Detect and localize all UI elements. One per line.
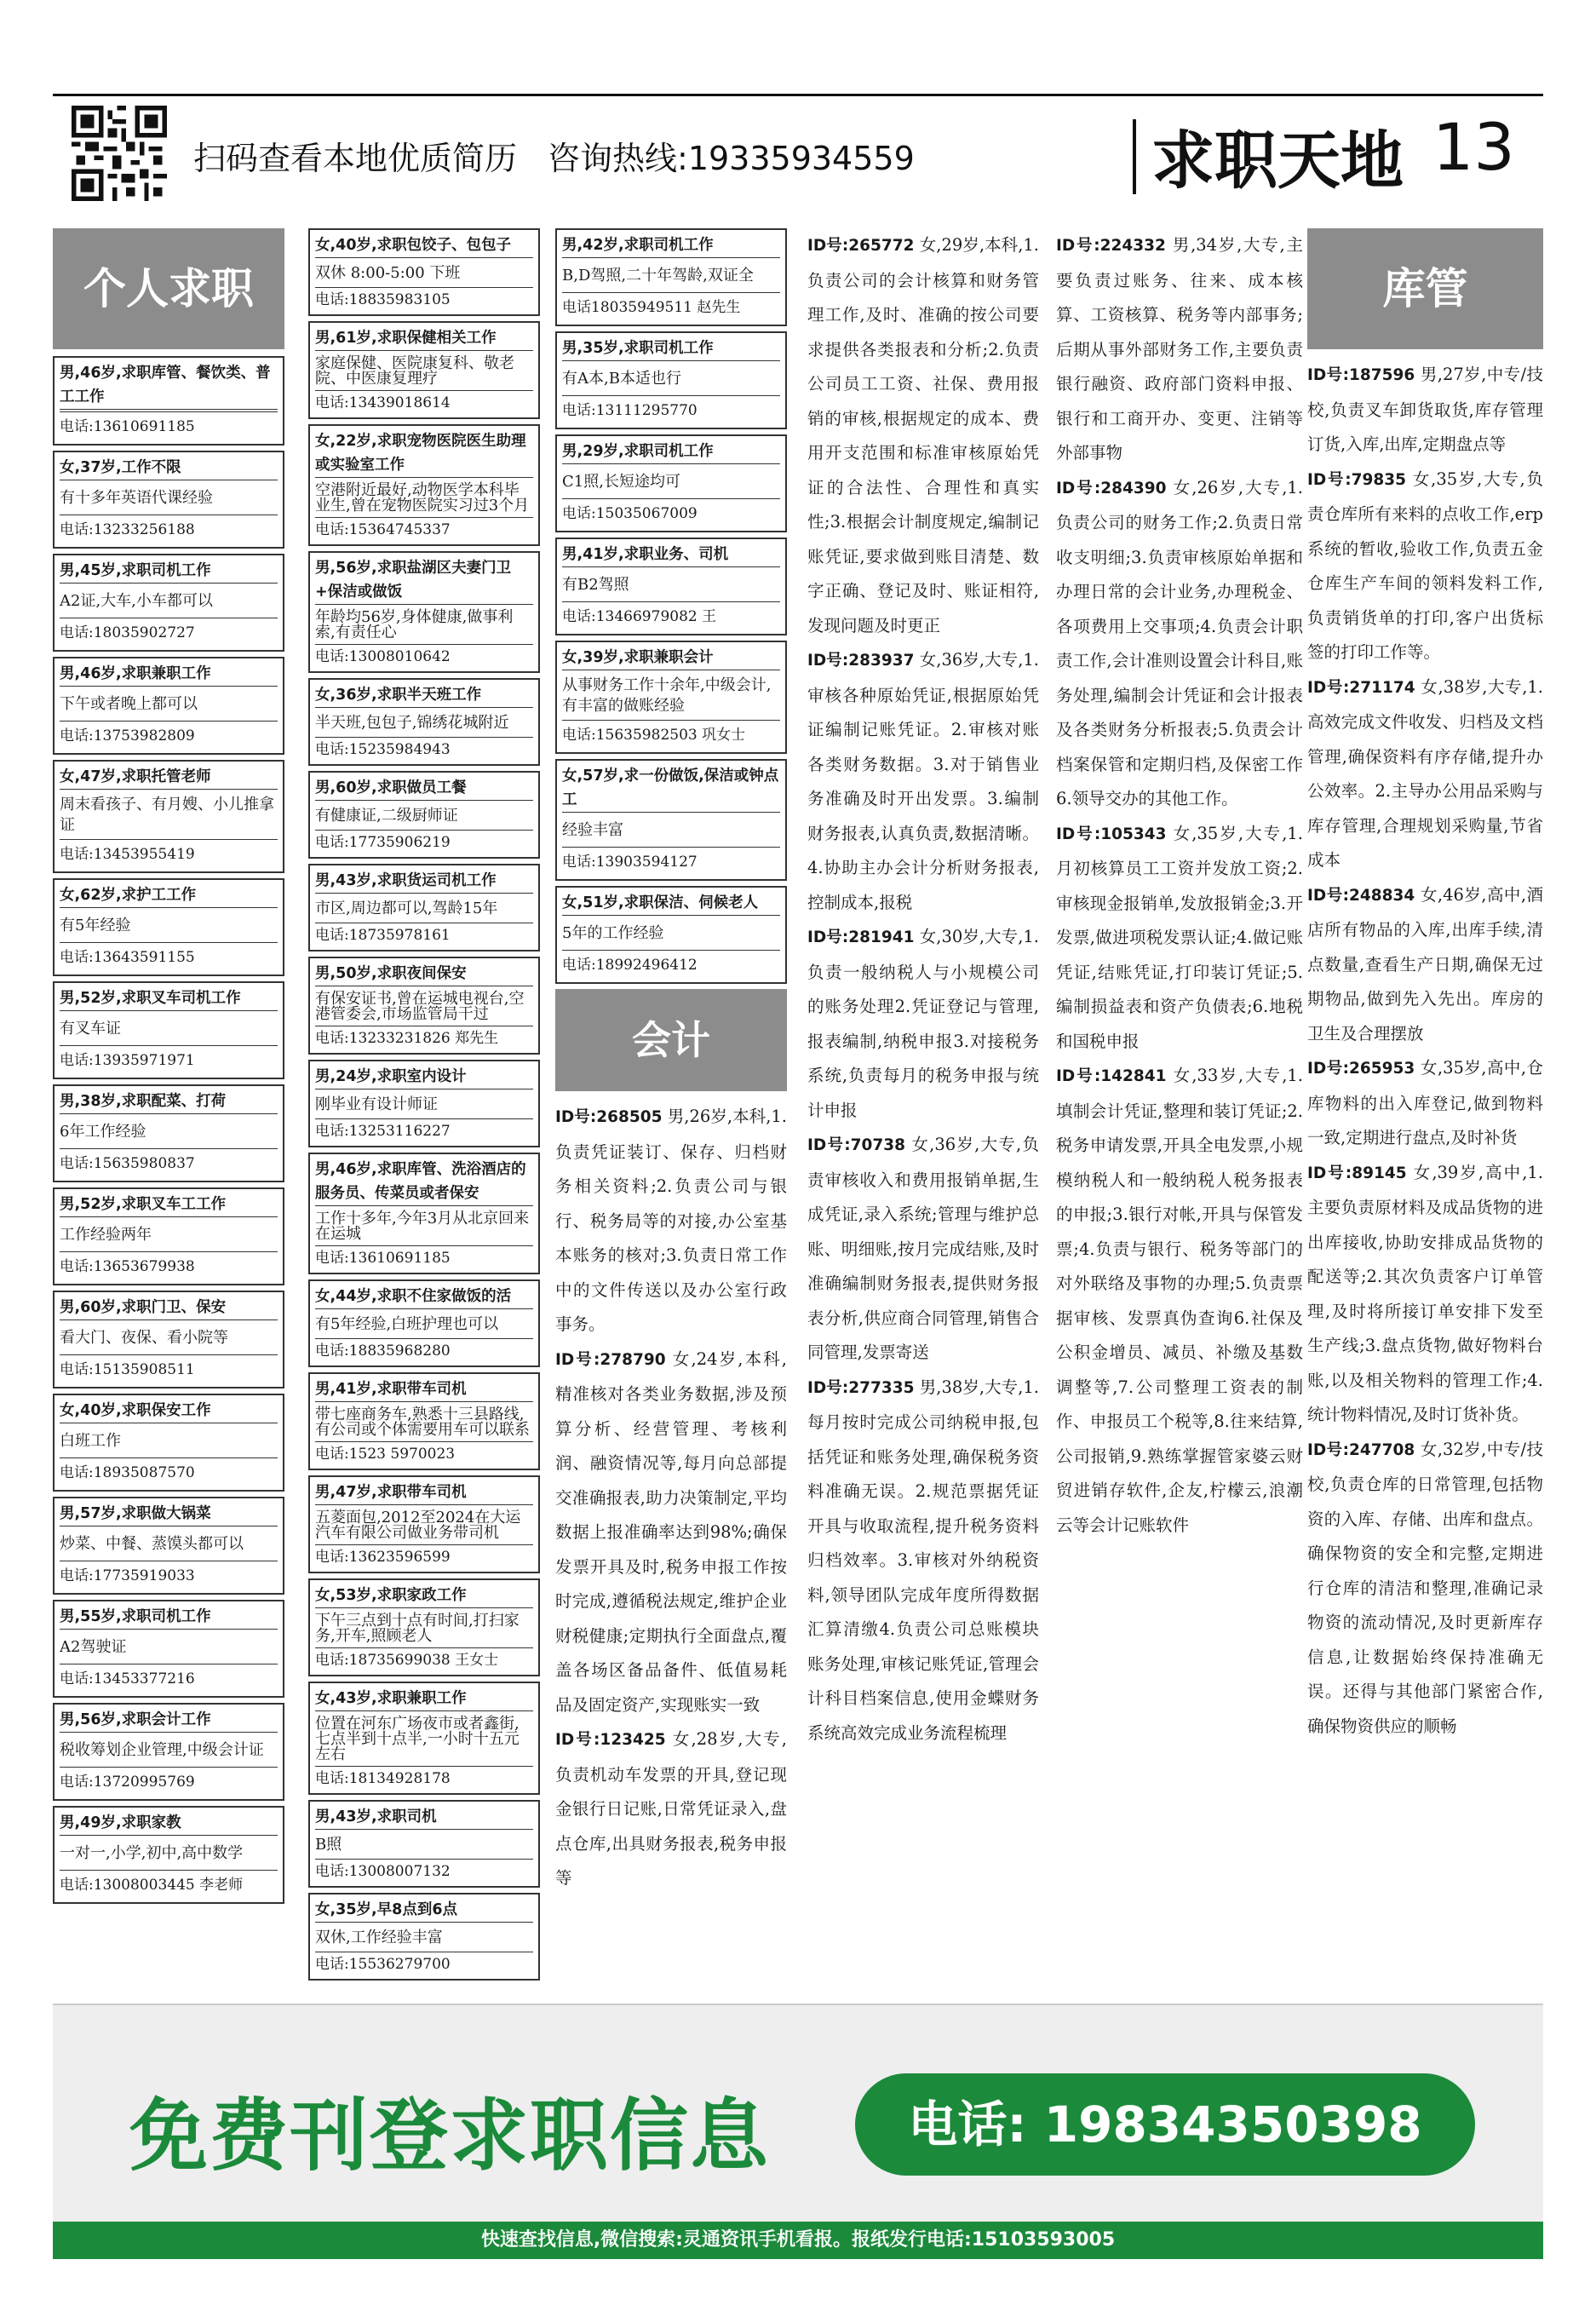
card-phone: 电话:15235984943 [315, 737, 533, 762]
card-body: 白班工作 [60, 1432, 121, 1450]
card-body: 有B2驾照 [562, 576, 629, 594]
card-phone: 电话:18992496412 [562, 950, 780, 980]
card-phone: 电话:18835968280 [315, 1338, 533, 1363]
card-phone: 电话:18835983105 [315, 287, 533, 312]
page-number: 13 [1432, 109, 1515, 185]
entry-id: ID号:265772 [807, 237, 915, 255]
page-header [53, 94, 1543, 217]
job-card [53, 554, 284, 652]
card-body: A2证,大车,小车都可以 [60, 592, 213, 610]
card-body: 有保安证书,曾在运城电视台,空港管委会,市场监管局干过 [315, 990, 525, 1023]
entry-list [1056, 228, 1303, 1543]
card-phone: 电话:18735978161 [315, 923, 533, 947]
card-title: 女,35岁,早8点到6点 [315, 1898, 533, 1923]
card-title: 男,52岁,求职叉车工工作 [60, 1193, 278, 1217]
column-personal-jobs [53, 228, 284, 1909]
card-title: 女,44岁,求职不住家做饭的活 [315, 1285, 533, 1309]
job-card [308, 864, 540, 952]
qr-code-icon[interactable] [72, 106, 167, 201]
column-accounting-c [1056, 228, 1303, 1543]
job-card [555, 538, 787, 635]
resume-entry [1307, 463, 1543, 670]
job-card [53, 1187, 284, 1285]
card-body: 炒菜、中餐、蒸馍头都可以 [60, 1535, 244, 1553]
entry-text: 女,32岁,中专/技校,负责仓库的日常管理,包括物资的入库、存储、出库和盘点。确保物资的安全和完整,定期进行仓库的清洁和整理,准确记录物资的流动情况,及时更新库存信息,让数据始终保持准确无误。还得与其他部门紧密合作,确保物资供应的顺畅 [1307, 1439, 1544, 1736]
card-body: 刚毕业有设计师证 [315, 1095, 438, 1113]
card-phone: 电话:13111295770 [562, 395, 780, 425]
section-header-accounting: 会计 [555, 989, 787, 1091]
card-phone: 电话:13610691185 [60, 411, 278, 441]
ad-banner [53, 2004, 1543, 2259]
resume-entry [1307, 670, 1543, 878]
column-warehouse [1307, 228, 1543, 1744]
column-accounting-a [555, 228, 787, 1896]
job-card [555, 228, 787, 326]
job-card [308, 1279, 540, 1367]
card-phone: 电话:17735919033 [60, 1561, 278, 1590]
card-body: 市区,周边都可以,驾龄15年 [315, 900, 498, 917]
card-body: 周末看孩子、有月嫂、小儿推拿证 [60, 796, 274, 834]
card-title: 男,42岁,求职司机工作 [562, 233, 780, 258]
job-card [308, 321, 540, 419]
card-body: 工作经验两年 [60, 1226, 152, 1244]
entry-text: 女,36岁,大专,负责审核收入和费用报销单据,生成凭证,录入系统;管理与维护总账、明细账,按月完成结账,及时准确编制财务报表,提供财务报表分析,供应商合同管理,销售合同管理,发票寄送 [807, 1135, 1039, 1362]
entry-id: ID号:248834 [1307, 886, 1415, 905]
card-body: 一对一,小学,初中,高中数学 [60, 1844, 244, 1862]
card-title: 男,60岁,求职门卫、保安 [60, 1296, 278, 1320]
card-title: 男,41岁,求职带车司机 [315, 1377, 533, 1402]
card-phone: 电话:13008003445 李老师 [60, 1870, 278, 1900]
card-phone: 电话:13253116227 [315, 1118, 533, 1143]
card-title: 男,50岁,求职夜间保安 [315, 962, 533, 986]
entry-text: 女,39岁,高中,1.主要负责原材料及成品货物的进出库接收,协助安排成品货物的配送等;2.其次负责客户订单管理,及时将所接订单安排下发至生产线;3.盘点货物,做好物料台账,以及相关物料的管理工作;4.统计物料情况,及时订货补货。 [1307, 1162, 1543, 1424]
job-card [53, 1291, 284, 1388]
resume-entry [1056, 1059, 1303, 1543]
resume-entry [807, 920, 1039, 1128]
card-title: 女,40岁,求职保安工作 [60, 1399, 278, 1423]
card-title: 男,47岁,求职带车司机 [315, 1480, 533, 1505]
job-card [555, 641, 787, 754]
card-phone: 电话:13453955419 [60, 839, 278, 869]
card-phone: 电话:15135908511 [60, 1354, 278, 1384]
card-title: 女,39岁,求职兼职会计 [562, 646, 780, 670]
job-card [53, 878, 284, 976]
card-phone: 电话:13008010642 [315, 644, 533, 669]
card-body: 空港附近最好,动物医学本科毕业生,曾在宠物医院实习过3个月 [315, 481, 530, 515]
hotline-text: 咨询热线:19335934559 [548, 140, 915, 177]
job-card [308, 771, 540, 859]
job-card [53, 981, 284, 1079]
entry-id: ID号:70738 [807, 1136, 905, 1154]
card-phone: 电话:15035067009 [562, 498, 780, 528]
entry-id: ID号:281941 [807, 929, 915, 946]
card-body: 从事财务工作十余年,中级会计,有丰富的做账经验 [562, 676, 772, 715]
banner-phone: 电话: 19834350398 [908, 2096, 1422, 2153]
card-body: 6年工作经验 [60, 1123, 146, 1141]
job-card [53, 760, 284, 873]
card-body: 年龄均56岁,身体健康,做事利索,有责任心 [315, 608, 514, 641]
card-body: 工作十多年,今年3月从北京回来在运城 [315, 1210, 530, 1243]
resume-entry [807, 1371, 1039, 1751]
entry-text: 男,27岁,中专/技校,负责叉车卸货取货,库存管理订货,入库,出库,定期盘点等 [1307, 365, 1544, 454]
card-title: 男,52岁,求职叉车司机工作 [60, 986, 278, 1011]
job-card [308, 1578, 540, 1676]
job-card [308, 1475, 540, 1573]
card-title: 男,46岁,求职兼职工作 [60, 662, 278, 687]
entry-list [807, 228, 1039, 1751]
card-body: B,D驾照,二十年驾龄,双证全 [562, 267, 754, 285]
card-phone: 电话:13466979082 王 [562, 601, 780, 631]
card-phone: 电话:13903594127 [562, 847, 780, 877]
card-title: 男,43岁,求职司机 [315, 1805, 533, 1830]
card-phone: 电话:13233231826 郑先生 [315, 1026, 533, 1050]
card-body: 经验丰富 [562, 821, 623, 839]
banner-phone-pill[interactable] [855, 2073, 1475, 2176]
card-phone: 电话:18035902727 [60, 618, 278, 647]
card-title: 女,47岁,求职托管老师 [60, 765, 278, 790]
resume-entry [1307, 878, 1543, 1052]
resume-entry [1056, 817, 1303, 1060]
card-title: 男,38岁,求职配菜、打荷 [60, 1090, 278, 1114]
job-card [53, 1806, 284, 1904]
card-title: 男,45岁,求职司机工作 [60, 559, 278, 584]
entry-id: ID号:142841 [1056, 1067, 1167, 1085]
card-body: 5年的工作经验 [562, 924, 664, 942]
resume-entry [1307, 1433, 1543, 1745]
card-title: 男,60岁,求职做员工餐 [315, 776, 533, 801]
card-title: 男,49岁,求职家教 [60, 1811, 278, 1836]
card-title: 女,62岁,求护工工作 [60, 883, 278, 908]
card-phone: 电话:13439018614 [315, 390, 533, 415]
card-body: 双休,工作经验丰富 [315, 1929, 443, 1946]
job-card [555, 886, 787, 984]
card-phone: 电话:18134928178 [315, 1766, 533, 1791]
card-body: 下午三点到十点有时间,打扫家务,开车,照顾老人 [315, 1612, 520, 1645]
card-title: 女,53岁,求职家政工作 [315, 1584, 533, 1608]
entry-text: 女,28岁,大专,负责机动车发票的开具,登记现金银行日记账,日常凭证录入,盘点仓库,出具财务报表,税务申报等 [555, 1729, 787, 1888]
card-title: 男,46岁,求职库管、洗浴酒店的服务员、传菜员或者保安 [315, 1158, 533, 1206]
job-card [53, 451, 284, 549]
card-phone: 电话:13233256188 [60, 515, 278, 544]
entry-text: 男,38岁,大专,1.每月按时完成公司纳税申报,包括凭证和账务处理,确保税务资料准确无误。2.规范票据凭证开具与收取流程,提升税务资料归档效率。3.审核对外纳税资料,领导团队完成年度所得数据汇算清缴4.负责公司总账模块账务处理,审核记账凭证,管理会计科目档案信息,使用金蝶财务系统高效完成业务流程梳理 [807, 1377, 1040, 1743]
card-title: 男,29岁,求职司机工作 [562, 440, 780, 464]
job-card [555, 331, 787, 429]
card-body: 有A本,B本适也行 [562, 370, 681, 388]
job-card [308, 678, 540, 766]
card-title: 男,46岁,求职库管、餐饮类、普工工作 [60, 361, 278, 410]
column-personal-jobs-2 [308, 228, 540, 1986]
card-phone: 电话:18935087570 [60, 1457, 278, 1487]
card-phone: 电话:13643591155 [60, 942, 278, 972]
job-card [308, 1800, 540, 1888]
resume-entry [555, 1342, 787, 1723]
job-card [308, 424, 540, 546]
card-phone: 电话:15364745337 [315, 517, 533, 542]
entry-id: ID号:89145 [1307, 1164, 1407, 1182]
section-header-personal: 个人求职 [53, 228, 284, 349]
card-body: 有5年经验,白班护理也可以 [315, 1315, 499, 1333]
entry-id: ID号:271174 [1307, 678, 1415, 697]
card-phone: 电话:1523 5970023 [315, 1441, 533, 1466]
resume-entry [1056, 471, 1303, 817]
header-info [193, 132, 945, 179]
card-list [555, 228, 787, 984]
job-card [308, 1893, 540, 1981]
card-body: 有叉车证 [60, 1020, 121, 1038]
card-body: 半天班,包包子,锦绣花城附近 [315, 714, 509, 732]
resume-entry [807, 643, 1039, 920]
card-title: 女,57岁,求一份做饭,保洁或钟点工 [562, 764, 780, 813]
entry-text: 女,24岁,本科,精准核对各类业务数据,涉及预算分析、经营管理、考核利润、融资情况等,每月向总部提交准确报表,助力决策制定,平均数据上报准确率达到98%;确保发票开具及时,税务申报工作按时完成,遵循税法规定,维护企业财税健康;定期执行全面盘点,覆盖各场区备品备件、低值易耗品及固定资产,实现账实一致 [555, 1348, 787, 1715]
resume-entry [1307, 358, 1543, 463]
resume-entry [807, 228, 1039, 643]
job-card [53, 1394, 284, 1492]
card-title: 男,56岁,求职会计工作 [60, 1708, 278, 1733]
card-body: B照 [315, 1836, 342, 1854]
card-phone: 电话:13623596599 [315, 1544, 533, 1569]
entry-id: ID号:105343 [1056, 825, 1167, 843]
card-title: 女,36岁,求职半天班工作 [315, 683, 533, 708]
card-body: 有十多年英语代课经验 [60, 489, 213, 507]
job-card [308, 1153, 540, 1274]
resume-entry [555, 1100, 787, 1342]
job-card [308, 957, 540, 1055]
card-phone: 电话:13453377216 [60, 1664, 278, 1693]
card-body: 双休 8:00-5:00 下班 [315, 264, 461, 282]
job-card [308, 551, 540, 673]
entry-text: 女,35岁,高中,仓库物料的出入库登记,做到物料一致,定期进行盘点,及时补货 [1307, 1058, 1543, 1147]
card-phone: 电话:13720995769 [60, 1767, 278, 1797]
entry-id: ID号:123425 [555, 1731, 666, 1749]
entry-id: ID号:265953 [1307, 1060, 1415, 1078]
job-card [53, 1600, 284, 1698]
card-title: 男,56岁,求职盐湖区夫妻门卫+保洁或做饭 [315, 556, 533, 605]
resume-entry [1307, 1156, 1543, 1433]
card-list [308, 228, 540, 1981]
entry-id: ID号:277335 [807, 1378, 915, 1397]
card-title: 女,22岁,求职宠物医院医生助理或实验室工作 [315, 429, 533, 478]
card-body: 有5年经验 [60, 917, 131, 934]
job-card [53, 1084, 284, 1182]
page-title: 求职天地 [1151, 124, 1404, 198]
card-phone: 电话18035949511 赵先生 [562, 292, 780, 322]
job-card [308, 1060, 540, 1147]
section-header-warehouse: 库管 [1307, 228, 1543, 349]
card-title: 男,24岁,求职室内设计 [315, 1065, 533, 1090]
card-phone: 电话:18735699038 王女士 [315, 1647, 533, 1672]
card-title: 女,51岁,求职保洁、伺候老人 [562, 891, 780, 916]
entry-text: 男,26岁,本科,1.负责凭证装订、保存、归档财务相关资料;2.负责公司与银行、税务局等的对接,办公室基本账务的核对;3.负责日常工作中的文件传送以及办公室行政事务。 [555, 1107, 788, 1334]
footer-bar: 快速查找信息,微信搜索:灵通资讯手机看报。报纸发行电话:15103593005 [53, 2222, 1543, 2259]
card-title: 女,37岁,工作不限 [60, 456, 278, 480]
card-phone: 电话:13935971971 [60, 1045, 278, 1075]
entry-id: ID号:224332 [1056, 237, 1166, 255]
card-phone: 电话:15635982503 巩女士 [562, 720, 780, 750]
entry-text: 女,33岁,大专,1.填制会计凭证,整理和装订凭证;2.税务申请发票,开具全电发票,小规模纳税人和一般纳税人税务报表的申报;3.银行对帐,开具与保管发票;4.负责与银行、税务等部门的对外联络及事物的办理;5.负责票据审核、发票真伪查询6.社保及公积金增员、减员、补缴及基数调整等,7.公司整理工资表的制作、申报员工个税等,8.往来结算,公司报销,9.熟练掌握管家婆云财贸进销存软件,企友,柠檬云,浪潮云等会计记账软件 [1056, 1066, 1304, 1535]
card-title: 男,43岁,求职货运司机工作 [315, 869, 533, 894]
entry-text: 女,46岁,高中,酒店所有物品的入库,出库手续,清点数量,查看生产日期,确保无过期物品,做到先入先出。库房的卫生及合理摆放 [1307, 884, 1543, 1044]
entry-id: ID号:268505 [555, 1108, 663, 1126]
card-body: 带七座商务车,熟悉十三县路线,有公司或个体需要用车可以联系 [315, 1406, 530, 1439]
resume-entry [555, 1722, 787, 1896]
resume-entry [1056, 228, 1303, 471]
entry-text: 女,35岁,大专,1.月初核算员工工资并发放工资;2.审核现金报销单,发放报销金;3.开发票,做进项税发票认证;4.做记账凭证,结账凭证,打印装订凭证;5.编制损益表和资产负债表;6.地税和国税申报 [1056, 823, 1304, 1051]
job-card [53, 1497, 284, 1595]
card-phone: 电话:13008007132 [315, 1859, 533, 1883]
entry-list [1307, 358, 1543, 1744]
column-accounting-b [807, 228, 1039, 1751]
job-card [53, 657, 284, 755]
scan-text: 扫码查看本地优质简历 [193, 140, 518, 177]
entry-text: 女,29岁,本科,1.负责公司的会计核算和财务管理工作,及时、准确的按公司要求提供各类报表和分析;2.负责公司员工工资、社保、费用报销的审核,根据规定的成本、费用开支范围和标准审核原始凭证的合法性、合理性和真实性;3.根据会计制度规定,编制记账凭证,要求做到账目清楚、数字正确、登记及时、账证相符,发现问题及时更正 [807, 235, 1040, 635]
card-phone: 电话:15536279700 [315, 1952, 533, 1976]
job-card [555, 759, 787, 881]
entry-text: 女,26岁,大专,1.负责公司的财务工作;2.负责日常收支明细;3.负责审核原始单据和办理日常的会计业务,办理税金、各项费用上交事项;4.负责会计职责工作,会计准则设置会计科目,账务处理,编制会计凭证和会计报表及各类财务分析报表;5.负责会计档案保管和定期归档,及保密工作6.领导交办的其他工作。 [1056, 477, 1304, 808]
card-body: 五菱面包,2012至2024在大运汽车有限公司做业务带司机 [315, 1509, 521, 1542]
entry-text: 男,34岁,大专,主要负责过账务、往来、成本核算、工资核算、税务等内部事务;后期从事外部财务工作,主要负责银行融资、政府部门资料申报、银行和工商开办、变更、注销等外部事物 [1056, 235, 1303, 463]
card-body: 家庭保健、医院康复科、敬老院、中医康复理疗 [315, 354, 514, 388]
card-title: 男,57岁,求职做大锅菜 [60, 1502, 278, 1526]
card-title: 男,61岁,求职保健相关工作 [315, 326, 533, 351]
entry-id: ID号:278790 [555, 1350, 666, 1369]
card-title: 男,55岁,求职司机工作 [60, 1605, 278, 1630]
header-divider [1133, 119, 1136, 194]
card-body: A2驾驶证 [60, 1638, 127, 1656]
job-card [555, 434, 787, 532]
entry-id: ID号:187596 [1307, 366, 1415, 384]
entry-list [555, 1100, 787, 1896]
card-body: 税收筹划企业管理,中级会计证 [60, 1741, 264, 1759]
card-phone: 电话:15635980837 [60, 1148, 278, 1178]
card-title: 男,35岁,求职司机工作 [562, 336, 780, 361]
card-title: 女,43岁,求职兼职工作 [315, 1687, 533, 1711]
card-body: 下午或者晚上都可以 [60, 695, 198, 713]
resume-entry [1307, 1051, 1543, 1156]
card-body: 位置在河东广场夜市或者鑫街,七点半到十点半,一小时十五元左右 [315, 1715, 520, 1763]
card-phone: 电话:13610691185 [315, 1245, 533, 1270]
job-card [308, 1682, 540, 1795]
card-phone: 电话:17735906219 [315, 830, 533, 854]
job-card [308, 228, 540, 316]
banner-title: 免费刊登求职信息 [129, 2090, 771, 2182]
entry-id: ID号:283937 [807, 652, 915, 670]
entry-id: ID号:79835 [1307, 470, 1406, 489]
entry-text: 女,36岁,大专,1.审核各种原始凭证,根据原始凭证编制记账凭证。2.审核对账各类财务数据。3.对于销售业务准确及时开出发票。3.编制财务报表,认真负责,数据清晰。4.协助主办会计分析财务报表,控制成本,报税 [807, 650, 1040, 912]
job-card [308, 1372, 540, 1470]
card-phone: 电话:13753982809 [60, 721, 278, 750]
card-title: 男,41岁,求职业务、司机 [562, 543, 780, 567]
card-title: 女,40岁,求职包饺子、包包子 [315, 233, 533, 258]
card-body: 有健康证,二级厨师证 [315, 807, 458, 825]
card-body: 看大门、夜保、看小院等 [60, 1329, 228, 1347]
card-phone: 电话:13653679938 [60, 1251, 278, 1281]
entry-text: 女,35岁,大专,负责仓库所有来料的点收工作,erp系统的暂收,验收工作,负责五金仓库生产车间的领料发料工作,负责销货单的打印,客户出货标签的打印工作等。 [1307, 469, 1543, 662]
entry-text: 女,30岁,大专,1.负责一般纳税人与小规模公司的账务处理2.凭证登记与管理,报表编制,纳税申报3.对接税务系统,负责每月的税务申报与统计申报 [807, 927, 1040, 1120]
entry-id: ID号:284390 [1056, 479, 1167, 497]
entry-text: 女,38岁,大专,1.高效完成文件收发、归档及文档管理,确保资料有序存储,提升办公效率。2.主导办公用品采购与库存管理,合理规划采购量,节省成本 [1307, 676, 1544, 870]
resume-entry [807, 1128, 1039, 1371]
entry-id: ID号:247708 [1307, 1440, 1415, 1459]
card-list [53, 356, 284, 1904]
job-card [53, 1703, 284, 1801]
card-body: C1照,长短途均可 [562, 473, 680, 491]
job-card [53, 356, 284, 446]
